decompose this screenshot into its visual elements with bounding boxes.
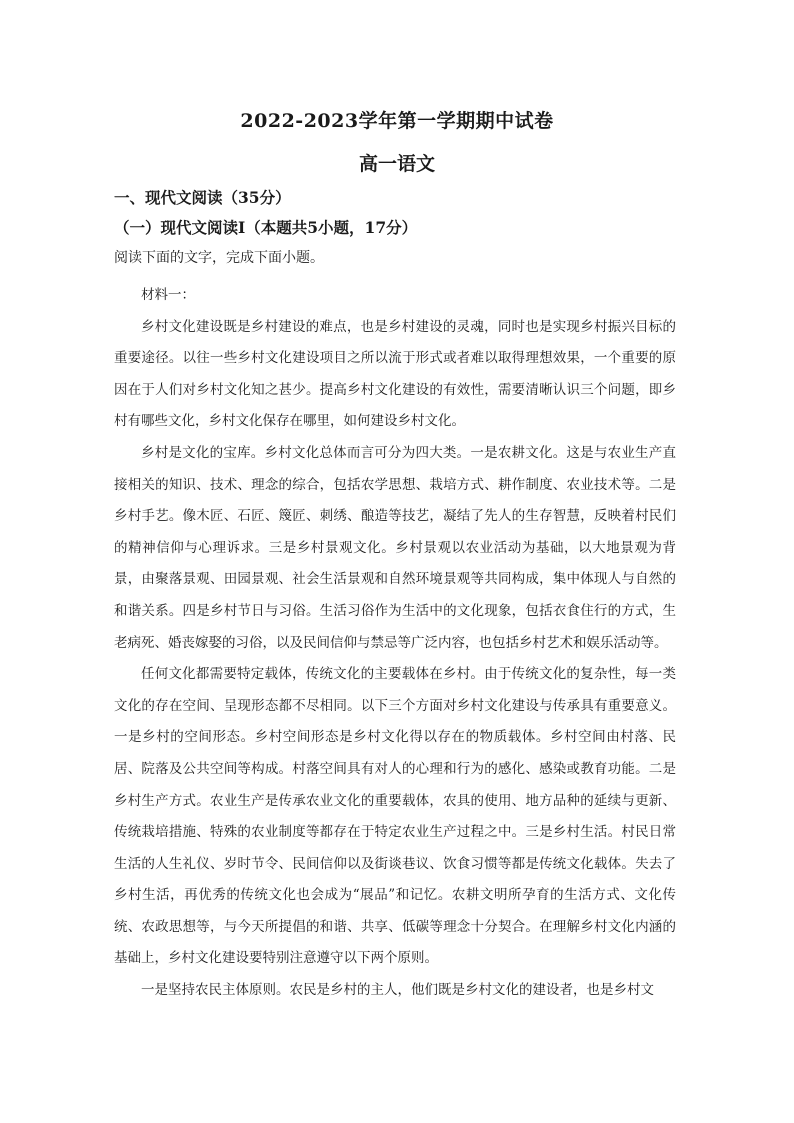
exam-subject: 高一语文	[358, 153, 435, 175]
passage-paragraph: 乡村是文化的宝库。乡村文化总体而言可分为四大类。一是农耕文化。这是与农业生产直接相关的知识、技术、理念的综合，包括农学思想、栽培方式、耕作制度、农业技术等。二是乡村手艺。像木匠、石匠、篾匠、刺绣、酿造等技艺，凝结了先人的生存智慧，反映着村民们的精神信仰与心理诉求。三是乡村景观文化。乡村景观以农业活动为基础，以大地景观为背景，由聚落景观、田园景观、社会生活景观和自然环境景观等共同构成，集中体现人与自然的和谐关系。四是乡村节日与习俗。生活习俗作为生活中的文化现象，包括衣食住行的方式，生老病死、婚丧嫁娶的习俗，以及民间信仰与禁忌等广泛内容，也包括乡村艺术和娱乐活动等。	[114, 444, 676, 651]
passage-paragraph: 乡村文化建设既是乡村建设的难点，也是乡村建设的灵魂，同时也是实现乡村振兴目标的重要途径。以往一些乡村文化建设项目之所以流于形式或者难以取得理想效果，一个重要的原因在于人们对乡村文化知之甚少。提高乡村文化建设的有效性，需要清晰认识三个问题，即乡村有哪些文化，乡村文化保存在哪里，如何建设乡村文化。	[114, 318, 676, 430]
section-heading: 一、现代文阅读（35分）	[114, 188, 291, 207]
material-label: 材料一：	[141, 287, 195, 303]
exam-title: 2022-2023学年第一学期期中试卷	[240, 110, 554, 132]
subsection-heading: （一）现代文阅读Ⅰ（本题共5小题，17分）	[114, 218, 418, 237]
reading-instruction: 阅读下面的文字，完成下面小题。	[114, 250, 324, 266]
passage-body	[114, 280, 676, 1007]
passage-paragraph: 任何文化都需要特定载体，传统文化的主要载体在乡村。由于传统文化的复杂性，每一类文化的存在空间、呈现形态都不尽相同。以下三个方面对乡村文化建设与传承具有重要意义。一是乡村的空间形态。乡村空间形态是乡村文化得以存在的物质载体。乡村空间由村落、民居、院落及公共空间等构成。村落空间具有对人的心理和行为的感化、感染或教育功能。二是乡村生产方式。农业生产是传承农业文化的重要载体，农具的使用、地方品种的延续与更新、传统栽培措施、特殊的农业制度等都存在于特定农业生产过程之中。三是乡村生活。村民日常生活的人生礼仪、岁时节令、民间信仰以及街谈巷议、饮食习惯等都是传统文化载体。失去了乡村生活，再优秀的传统文化也会成为“展品”和记忆。农耕文明所孕育的生活方式、文化传统、农政思想等，与今天所提倡的和谐、共享、低碳等理念十分契合。在理解乡村文化内涵的基础上，乡村文化建设要特别注意遵守以下两个原则。	[114, 666, 676, 967]
passage-paragraph: 一是坚持农民主体原则。农民是乡村的主人，他们既是乡村文化的建设者，也是乡村文	[141, 982, 654, 999]
